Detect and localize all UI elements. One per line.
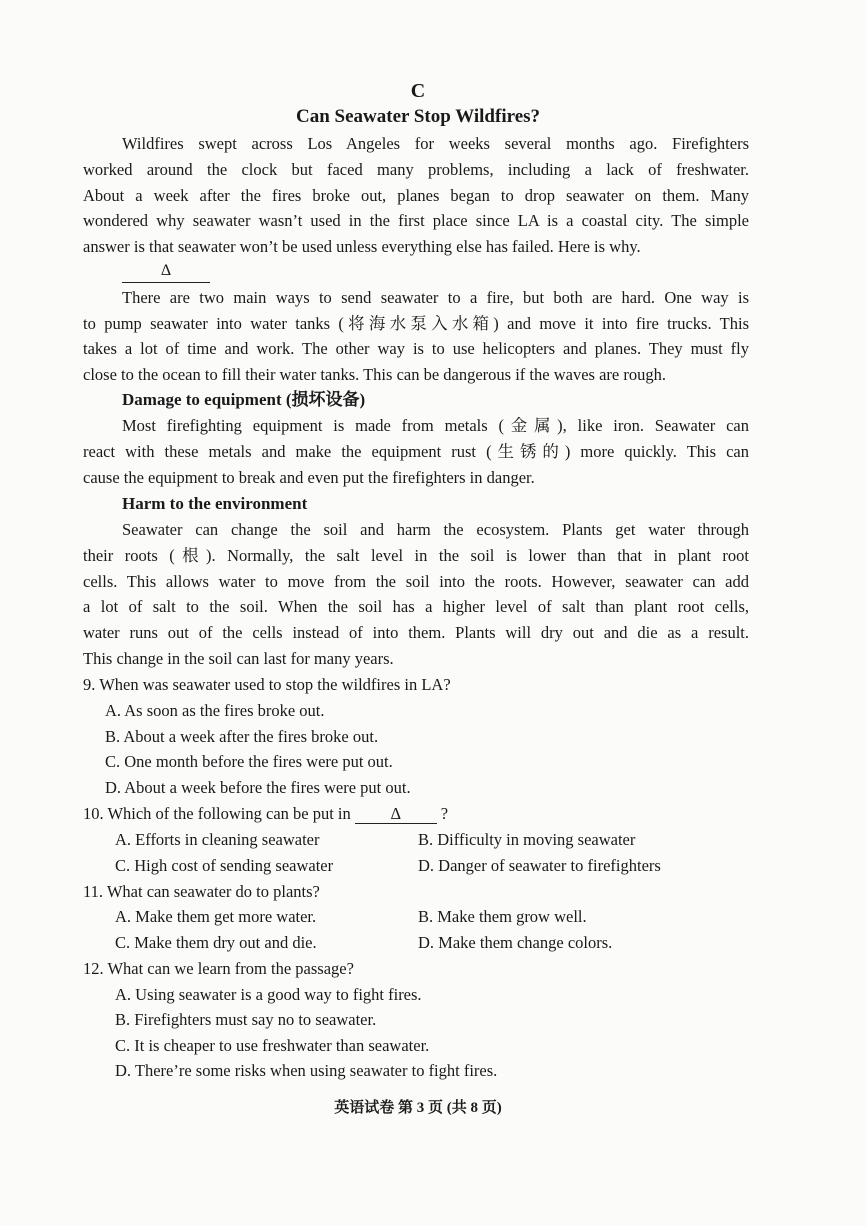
para3-line: Most firefighting equipment is made from metals (金属), like iron. Seawater can	[122, 416, 749, 435]
para4-line: water runs out of the cells instead of into them. Plants will dry out and die as a result.	[83, 623, 749, 642]
question-10-option-a[interactable]: A. Efforts in cleaning seawater	[115, 830, 320, 849]
question-12-option-a[interactable]: A. Using seawater is a good way to fight fires.	[115, 985, 422, 1004]
para2-line: to pump seawater into water tanks (将海水泵入水箱) and move it into fire trucks. This	[83, 314, 749, 333]
section-letter: C	[410, 80, 426, 102]
heading-blank	[122, 262, 210, 283]
para4-line: cells. This allows water to move from the soil into the roots. However, seawater can add	[83, 572, 749, 591]
question-11-option-d[interactable]: D. Make them change colors.	[418, 933, 613, 952]
question-9-stem: 9. When was seawater used to stop the wildfires in LA?	[83, 675, 451, 694]
intro-line: wondered why seawater wasn’t used in the first place since LA is a coastal city. The simple	[83, 211, 749, 230]
intro-line: worked around the clock but faced many problems, including a lack of freshwater.	[83, 160, 749, 179]
subhead-environment: Harm to the environment	[122, 494, 308, 513]
question-12-option-c[interactable]: C. It is cheaper to use freshwater than seawater.	[115, 1036, 430, 1055]
intro-line: About a week after the fires broke out, planes began to drop seawater on them. Many	[83, 186, 749, 205]
question-11-option-a[interactable]: A. Make them get more water.	[115, 907, 317, 926]
question-10-option-c[interactable]: C. High cost of sending seawater	[115, 856, 334, 875]
question-10-blank: Δ	[355, 805, 437, 824]
para4-line: a lot of salt to the soil. When the soil has a higher level of salt than plant root cells,	[83, 597, 749, 616]
page-footer: 英语试卷 第 3 页 (共 8 页)	[334, 1100, 502, 1116]
question-9-option-c[interactable]: C. One month before the fires were put out.	[105, 752, 393, 771]
question-9-option-b[interactable]: B. About a week after the fires broke out.	[105, 727, 379, 746]
question-12-option-d[interactable]: D. There’re some risks when using seawater to fight fires.	[115, 1061, 498, 1080]
question-9-option-a[interactable]: A. As soon as the fires broke out.	[105, 701, 325, 720]
question-10-stem	[83, 804, 448, 824]
question-11-option-b[interactable]: B. Make them grow well.	[418, 907, 587, 926]
para3-line: cause the equipment to break and even put the firefighters in danger.	[83, 468, 535, 487]
passage-title: Can Seawater Stop Wildfires?	[295, 106, 541, 127]
subhead-equipment: Damage to equipment (损坏设备)	[122, 390, 366, 409]
para2-line: There are two main ways to send seawater to a fire, but both are hard. One way is	[122, 288, 749, 307]
question-10-stem-prefix: 10. Which of the following can be put in	[83, 804, 351, 823]
question-10-option-d[interactable]: D. Danger of seawater to firefighters	[418, 856, 661, 875]
question-12-stem: 12. What can we learn from the passage?	[83, 959, 354, 978]
para4-line: Seawater can change the soil and harm the ecosystem. Plants get water through	[122, 520, 749, 539]
question-9-option-d[interactable]: D. About a week before the fires were put out.	[105, 778, 411, 797]
para4-line: This change in the soil can last for many years.	[83, 649, 394, 668]
question-10-stem-suffix: ?	[440, 804, 449, 823]
question-11-stem: 11. What can seawater do to plants?	[83, 882, 320, 901]
intro-line: Wildfires swept across Los Angeles for weeks several months ago. Firefighters	[122, 134, 749, 153]
para4-line: their roots (根). Normally, the salt level in the soil is lower than that in plant root	[83, 546, 749, 565]
para3-line: react with these metals and make the equipment rust (生锈的) more quickly. This can	[83, 442, 749, 461]
intro-line: answer is that seawater won’t be used unless everything else has failed. Here is why.	[83, 237, 641, 256]
para2-line: takes a lot of time and work. The other way is to use helicopters and planes. They must fly	[83, 339, 749, 358]
blank-symbol: Δ	[160, 262, 172, 279]
question-11-option-c[interactable]: C. Make them dry out and die.	[115, 933, 317, 952]
para2-line: close to the ocean to fill their water tanks. This can be dangerous if the waves are rough.	[83, 365, 666, 384]
question-10-option-b[interactable]: B. Difficulty in moving seawater	[418, 830, 636, 849]
question-12-option-b[interactable]: B. Firefighters must say no to seawater.	[115, 1010, 377, 1029]
